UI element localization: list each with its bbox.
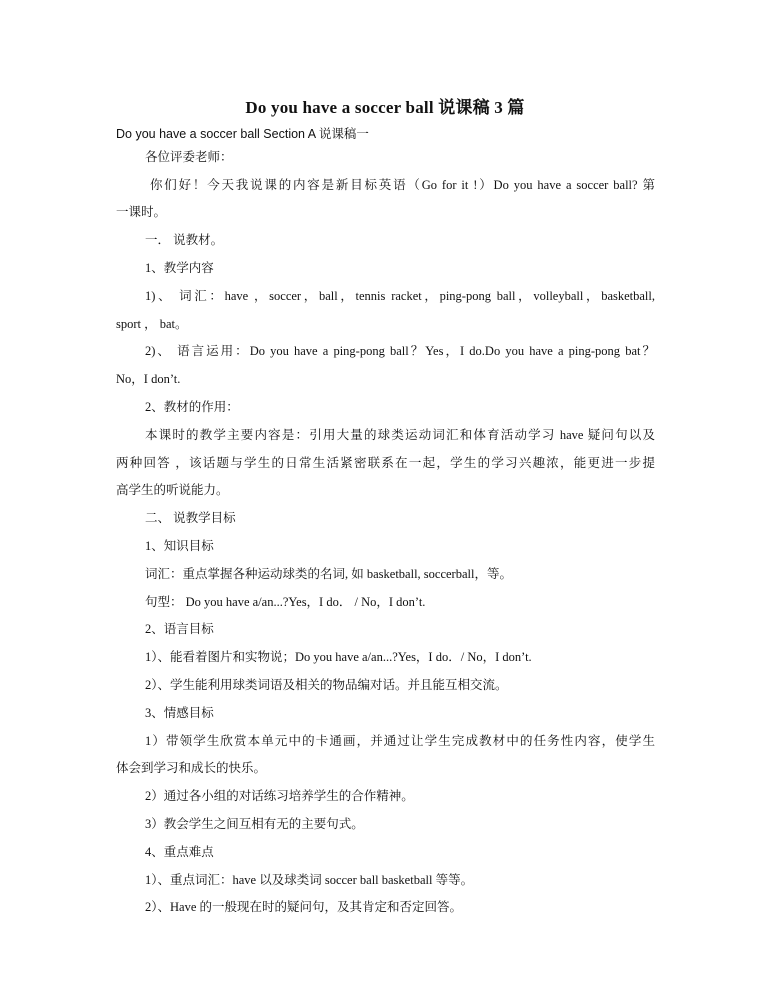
section-heading-2: 二、 说教学目标	[145, 511, 236, 525]
material-role-line-3: 高学生的听说能力。	[116, 483, 229, 497]
subheading-knowledge-goal: 1、知识目标	[145, 539, 214, 553]
key-points-line-2: 2）、Have 的一般现在时的疑问句，及其肯定和否定回答。	[145, 900, 462, 914]
material-role-line-2: 两种回答 ，该话题与学生的日常生活紧密联系在一起，学生的学习兴趣浓，能更进一步提	[116, 456, 655, 470]
document-subtitle: Do you have a soccer ball Section A 说课稿一	[116, 127, 369, 141]
greeting-line: 各位评委老师：	[145, 150, 233, 164]
vocab-line-2: sport ， bat。	[116, 317, 188, 331]
knowledge-sentence-line: 句型： Do you have a/an...?Yes，I do． / No，I don’t.	[145, 595, 426, 609]
subheading-teaching-content: 1、教学内容	[145, 261, 214, 275]
document-title: Do you have a soccer ball 说课稿 3 篇	[245, 98, 525, 117]
emotion-goal-line-4: 3）教会学生之间互相有无的主要句式。	[145, 817, 364, 831]
subheading-material-role: 2、教材的作用：	[145, 400, 239, 414]
section-heading-1: 一． 说教材。	[145, 233, 224, 247]
emotion-goal-line-2: 体会到学习和成长的快乐。	[116, 761, 267, 775]
subheading-language-goal: 2、语言目标	[145, 622, 214, 636]
knowledge-vocab-line: 词汇：重点掌握各种运动球类的名词, 如 basketball, soccerball，等。	[145, 567, 512, 581]
material-role-line-1: 本课时的教学主要内容是：引用大量的球类运动词汇和体育活动学习 have 疑问句以及	[145, 428, 655, 442]
language-use-line-2: No，I don’t.	[116, 372, 181, 386]
subheading-key-points: 4、重点难点	[145, 845, 214, 859]
intro-line-1: 你们好！今天我说课的内容是新目标英语（Go for it !）Do you have a soccer ball? 第	[150, 178, 655, 192]
emotion-goal-line-1: 1）带领学生欣赏本单元中的卡通画，并通过让学生完成教材中的任务性内容，使学生	[145, 734, 655, 748]
vocab-line-1: 1)、 词汇：have ，soccer，ball，tennis racket，ping-pong ball，volleyball，basketball,	[145, 289, 655, 303]
intro-line-2: 一课时。	[116, 205, 167, 219]
language-use-line-1: 2)、 语言运用：Do you have a ping-pong ball？Yes，I do.Do you have a ping-pong bat？	[145, 344, 655, 358]
emotion-goal-line-3: 2）通过各小组的对话练习培养学生的合作精神。	[145, 789, 414, 803]
language-goal-line-1: 1）、能看着图片和实物说；Do you have a/an...?Yes，I do．/ No，I don’t.	[145, 650, 532, 664]
subheading-emotion-goal: 3、情感目标	[145, 706, 214, 720]
language-goal-line-2: 2）、学生能利用球类词语及相关的物品编对话。并且能互相交流。	[145, 678, 508, 692]
key-points-line-1: 1）、重点词汇：have 以及球类词 soccer ball basketball 等等。	[145, 873, 474, 887]
